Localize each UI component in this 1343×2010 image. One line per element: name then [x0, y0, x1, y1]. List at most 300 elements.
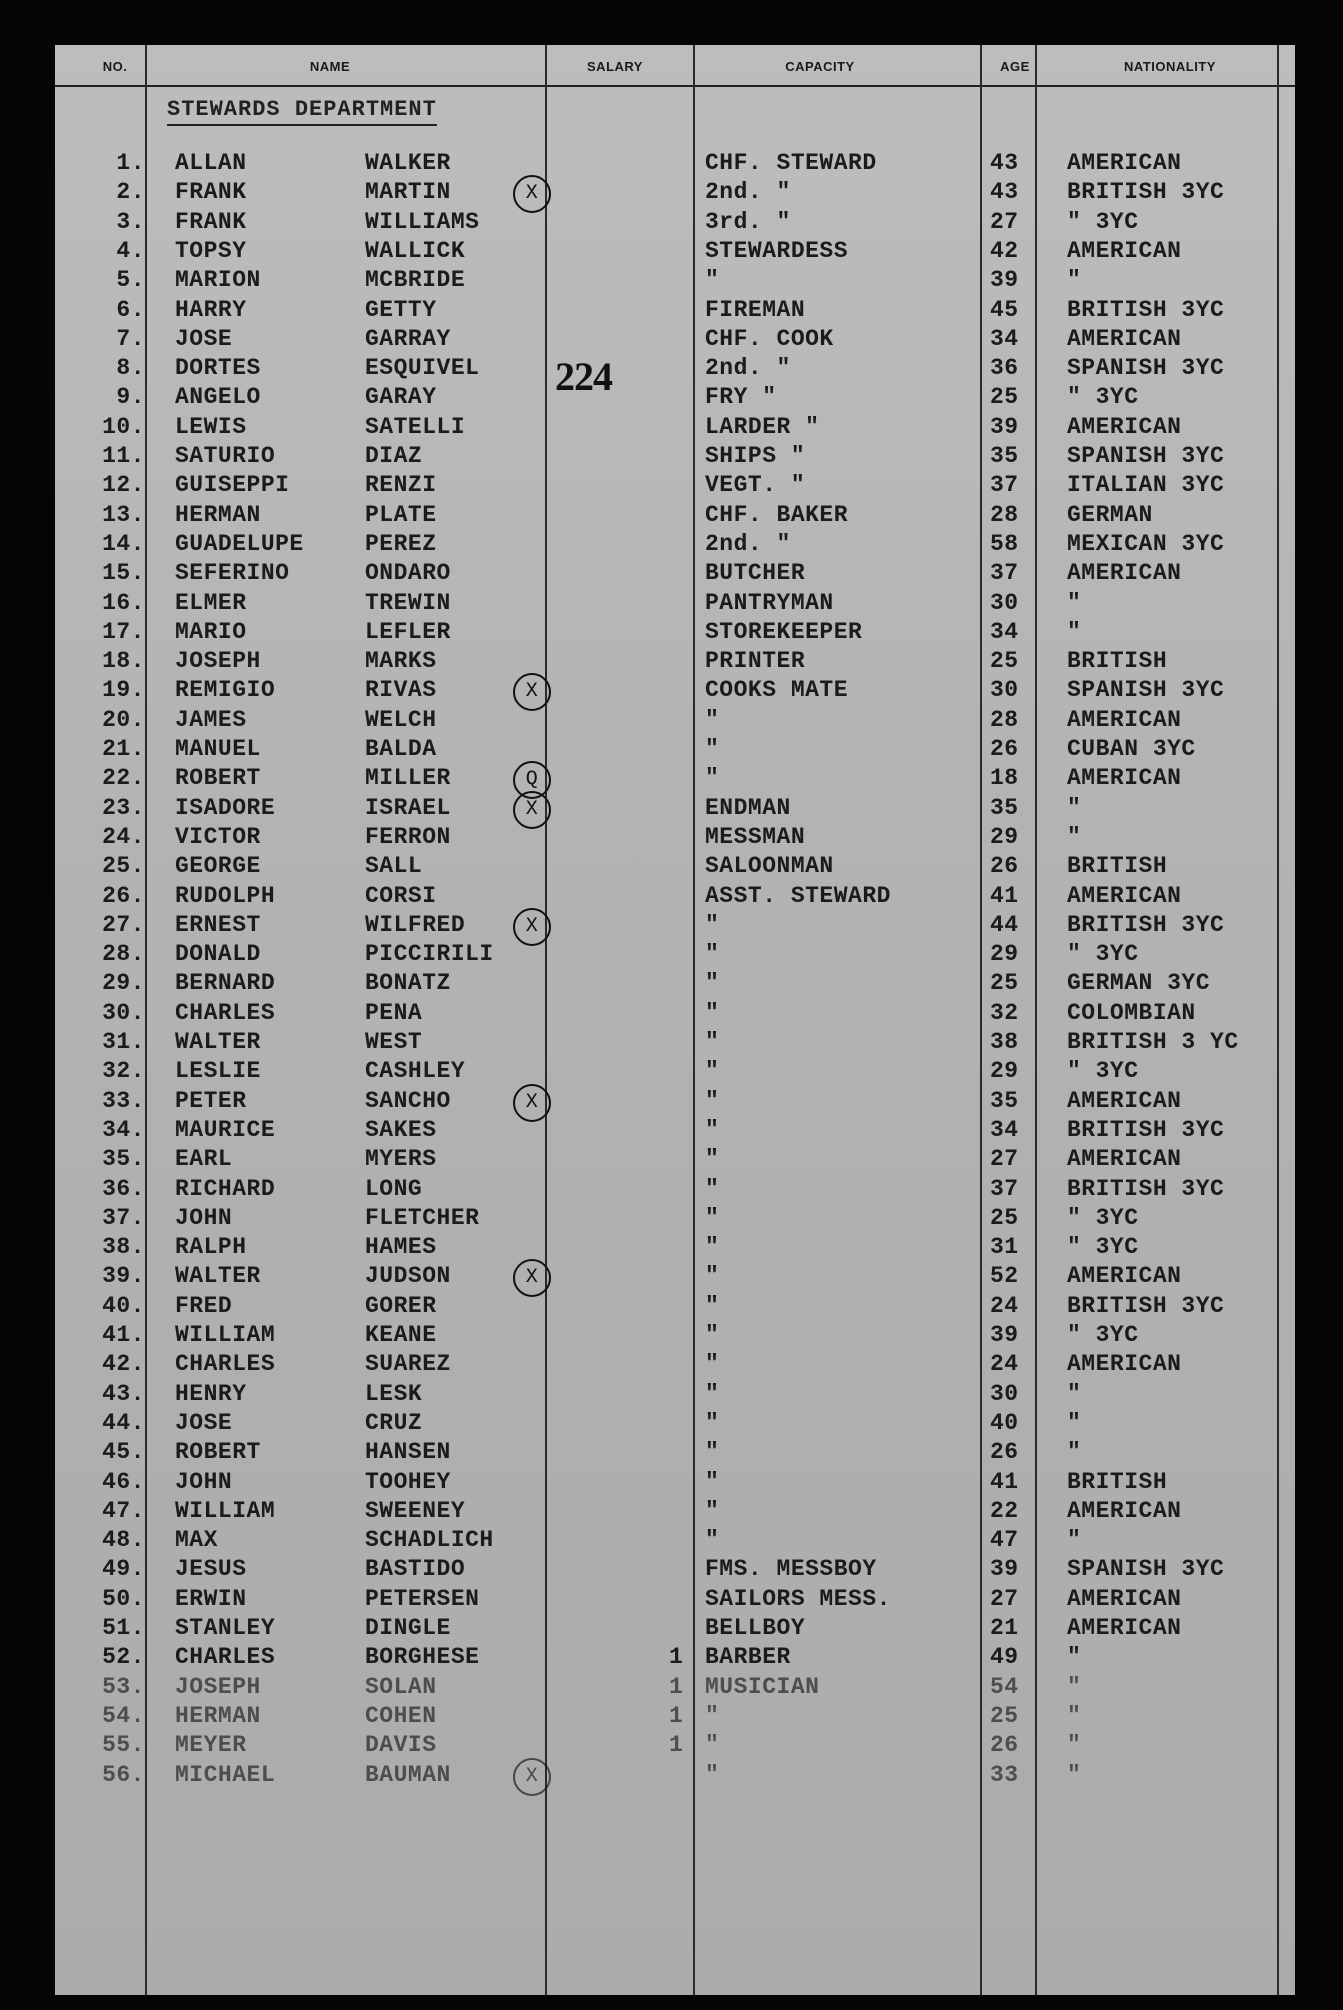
capacity-cell: BUTCHER: [705, 560, 806, 587]
first-name: ERWIN: [175, 1585, 247, 1612]
table-row: [55, 443, 1295, 472]
row-number: 7.: [116, 325, 145, 352]
age-cell: 52: [990, 1263, 1019, 1290]
column-header-row: [55, 45, 1295, 87]
row-number: 41.: [102, 1322, 145, 1348]
table-row: [55, 531, 1295, 560]
first-name: JOHN: [175, 1204, 233, 1231]
first-name: FRED: [175, 1292, 233, 1319]
table-row: [55, 707, 1295, 736]
last-name: SATELLI: [365, 413, 466, 440]
capacity-cell: ": [705, 911, 720, 938]
table-row: [55, 1000, 1295, 1029]
row-number: 50.: [102, 1585, 145, 1612]
last-name: GETTY: [365, 296, 437, 323]
table-row: [55, 472, 1295, 501]
last-name: RIVAS: [365, 677, 437, 704]
capacity-cell: ": [705, 267, 720, 294]
capacity-cell: ": [705, 1702, 720, 1729]
nationality-cell: BRITISH 3YC: [1067, 1175, 1225, 1202]
nationality-cell: " 3YC: [1067, 1322, 1139, 1348]
last-name: TREWIN: [365, 589, 451, 616]
nationality-cell: ": [1067, 1644, 1082, 1671]
last-name: SWEENEY: [365, 1497, 466, 1524]
age-cell: 39: [990, 267, 1019, 294]
row-number: 17.: [102, 618, 145, 645]
nationality-cell: SPANISH 3YC: [1067, 443, 1225, 469]
last-name: HANSEN: [365, 1439, 451, 1466]
row-number: 30.: [102, 999, 145, 1026]
last-name: WALKER: [365, 150, 451, 176]
table-row: [55, 677, 1295, 706]
first-name: JOSE: [175, 1409, 233, 1436]
capacity-cell: ": [705, 706, 720, 733]
table-row: [55, 883, 1295, 912]
row-number: 10.: [102, 413, 145, 440]
last-name: MILLER: [365, 765, 451, 792]
nationality-cell: ": [1067, 267, 1082, 294]
capacity-cell: ": [705, 999, 720, 1026]
first-name: CHARLES: [175, 1351, 276, 1378]
capacity-cell: ": [705, 1497, 720, 1524]
nationality-cell: BRITISH 3 YC: [1067, 1029, 1239, 1055]
last-name: RENZI: [365, 472, 437, 499]
nationality-cell: BRITISH: [1067, 1468, 1168, 1495]
table-row: [55, 941, 1295, 970]
row-number: 43.: [102, 1380, 145, 1407]
table-row: [55, 795, 1295, 824]
age-cell: 29: [990, 941, 1019, 968]
age-cell: 32: [990, 999, 1019, 1026]
last-name: MARTIN: [365, 179, 451, 206]
nationality-cell: AMERICAN: [1067, 765, 1182, 792]
table-row: [55, 355, 1295, 384]
nationality-cell: ITALIAN 3YC: [1067, 472, 1225, 499]
table-row: [55, 150, 1295, 179]
row-number: 37.: [102, 1204, 145, 1231]
first-name: HARRY: [175, 296, 247, 323]
last-name: CORSI: [365, 882, 437, 909]
salary-cell: 1: [669, 1702, 684, 1729]
last-name: SANCHO: [365, 1087, 451, 1114]
table-row: [55, 1058, 1295, 1087]
first-name: ISADORE: [175, 794, 276, 821]
row-number: 42.: [102, 1351, 145, 1378]
table-row: [55, 1029, 1295, 1058]
capacity-cell: ENDMAN: [705, 794, 791, 821]
age-cell: 40: [990, 1409, 1019, 1436]
last-name: DINGLE: [365, 1615, 451, 1641]
row-number: 12.: [102, 472, 145, 499]
table-row: [55, 1146, 1295, 1175]
row-number: 51.: [102, 1615, 145, 1641]
age-cell: 22: [990, 1497, 1019, 1524]
row-number: 53.: [102, 1673, 145, 1700]
row-number: 32.: [102, 1058, 145, 1085]
table-row: [55, 619, 1295, 648]
first-name: ANGELO: [175, 384, 261, 411]
age-cell: 39: [990, 413, 1019, 440]
first-name: JOSE: [175, 325, 233, 352]
row-number: 52.: [102, 1644, 145, 1671]
capacity-cell: FMS. MESSBOY: [705, 1556, 877, 1583]
table-row: [55, 648, 1295, 677]
capacity-cell: 2nd. ": [705, 179, 791, 206]
table-row: [55, 297, 1295, 326]
row-number: 9.: [116, 384, 145, 411]
age-cell: 25: [990, 384, 1019, 411]
table-row: [55, 1703, 1295, 1732]
capacity-cell: SALOONMAN: [705, 853, 834, 880]
first-name: DORTES: [175, 355, 261, 382]
capacity-cell: CHF. BAKER: [705, 501, 849, 528]
age-cell: 31: [990, 1234, 1019, 1261]
first-name: MANUEL: [175, 736, 261, 762]
circled-mark: X: [513, 1259, 551, 1297]
first-name: GUADELUPE: [175, 530, 304, 557]
circled-mark: X: [513, 673, 551, 711]
nationality-cell: AMERICAN: [1067, 1351, 1182, 1378]
last-name: MCBRIDE: [365, 267, 466, 294]
first-name: MAURICE: [175, 1116, 276, 1143]
nationality-cell: BRITISH 3YC: [1067, 1116, 1225, 1143]
row-number: 6.: [116, 296, 145, 323]
first-name: RALPH: [175, 1234, 247, 1261]
circled-mark: X: [513, 791, 551, 829]
age-cell: 26: [990, 1439, 1019, 1466]
last-name: SUAREZ: [365, 1351, 451, 1378]
nationality-cell: BRITISH 3YC: [1067, 911, 1225, 938]
table-row: [55, 1176, 1295, 1205]
salary-cell: 1: [669, 1732, 684, 1759]
age-cell: 25: [990, 648, 1019, 675]
capacity-cell: STEWARDESS: [705, 237, 849, 264]
nationality-cell: AMERICAN: [1067, 1087, 1182, 1114]
row-number: 49.: [102, 1556, 145, 1583]
capacity-cell: ASST. STEWARD: [705, 882, 891, 909]
nationality-cell: AMERICAN: [1067, 882, 1182, 909]
first-name: JESUS: [175, 1556, 247, 1583]
table-row: [55, 590, 1295, 619]
age-cell: 39: [990, 1322, 1019, 1348]
capacity-cell: ": [705, 1234, 720, 1261]
capacity-cell: ": [705, 1116, 720, 1143]
header-nationality: NATIONALITY: [1124, 59, 1216, 74]
table-row: [55, 1293, 1295, 1322]
capacity-cell: ": [705, 1175, 720, 1202]
stamp-number: 224: [555, 354, 612, 399]
nationality-cell: AMERICAN: [1067, 1263, 1182, 1290]
nationality-cell: AMERICAN: [1067, 1497, 1182, 1524]
row-number: 55.: [102, 1732, 145, 1759]
capacity-cell: LARDER ": [705, 413, 820, 440]
capacity-cell: ": [705, 1087, 720, 1114]
first-name: REMIGIO: [175, 677, 276, 704]
age-cell: 24: [990, 1351, 1019, 1378]
row-number: 24.: [102, 823, 145, 850]
capacity-cell: ": [705, 736, 720, 762]
table-row: [55, 853, 1295, 882]
row-number: 21.: [102, 736, 145, 762]
nationality-cell: ": [1067, 1732, 1082, 1759]
header-no: NO.: [102, 59, 128, 74]
circled-mark: X: [513, 908, 551, 946]
nationality-cell: " 3YC: [1067, 1204, 1139, 1231]
table-row: [55, 1117, 1295, 1146]
first-name: JOHN: [175, 1468, 233, 1495]
row-number: 16.: [102, 589, 145, 616]
row-number: 27.: [102, 911, 145, 938]
nationality-cell: BRITISH 3YC: [1067, 296, 1225, 323]
last-name: KEANE: [365, 1322, 437, 1348]
nationality-cell: " 3YC: [1067, 208, 1139, 235]
last-name: JUDSON: [365, 1263, 451, 1290]
row-number: 15.: [102, 560, 145, 587]
first-name: ELMER: [175, 589, 247, 616]
manifest-sheet: [55, 45, 1295, 1995]
age-cell: 45: [990, 296, 1019, 323]
nationality-cell: ": [1067, 1409, 1082, 1436]
last-name: WALLICK: [365, 237, 466, 264]
nationality-cell: COLOMBIAN: [1067, 999, 1196, 1026]
row-number: 23.: [102, 794, 145, 821]
row-number: 4.: [116, 237, 145, 264]
row-number: 56.: [102, 1761, 145, 1788]
last-name: MARKS: [365, 648, 437, 675]
age-cell: 38: [990, 1029, 1019, 1055]
first-name: JOSEPH: [175, 648, 261, 675]
age-cell: 30: [990, 589, 1019, 616]
capacity-cell: ": [705, 1146, 720, 1173]
nationality-cell: BRITISH 3YC: [1067, 1292, 1225, 1319]
last-name: LONG: [365, 1175, 423, 1202]
age-cell: 43: [990, 179, 1019, 206]
age-cell: 41: [990, 882, 1019, 909]
capacity-cell: ": [705, 1439, 720, 1466]
first-name: JAMES: [175, 706, 247, 733]
salary-cell: 1: [669, 1673, 684, 1700]
age-cell: 29: [990, 1058, 1019, 1085]
table-row: [55, 502, 1295, 531]
capacity-cell: STOREKEEPER: [705, 618, 863, 645]
age-cell: 25: [990, 970, 1019, 997]
first-name: SATURIO: [175, 443, 276, 469]
row-number: 18.: [102, 648, 145, 675]
nationality-cell: ": [1067, 823, 1082, 850]
table-row: [55, 1498, 1295, 1527]
capacity-cell: FRY ": [705, 384, 777, 411]
row-number: 39.: [102, 1263, 145, 1290]
nationality-cell: " 3YC: [1067, 1234, 1139, 1261]
first-name: WALTER: [175, 1263, 261, 1290]
first-name: DONALD: [175, 941, 261, 968]
table-row: [55, 209, 1295, 238]
capacity-cell: BARBER: [705, 1644, 791, 1671]
last-name: DIAZ: [365, 443, 423, 469]
age-cell: 18: [990, 765, 1019, 792]
nationality-cell: ": [1067, 1761, 1082, 1788]
nationality-cell: AMERICAN: [1067, 150, 1182, 176]
age-cell: 25: [990, 1204, 1019, 1231]
last-name: BALDA: [365, 736, 437, 762]
nationality-cell: ": [1067, 794, 1082, 821]
table-row: [55, 736, 1295, 765]
age-cell: 29: [990, 823, 1019, 850]
nationality-cell: MEXICAN 3YC: [1067, 530, 1225, 557]
first-name: MEYER: [175, 1732, 247, 1759]
capacity-cell: ": [705, 1380, 720, 1407]
table-row: [55, 1615, 1295, 1644]
last-name: SOLAN: [365, 1673, 437, 1700]
capacity-cell: ": [705, 1527, 720, 1554]
table-row: [55, 1586, 1295, 1615]
nationality-cell: AMERICAN: [1067, 413, 1182, 440]
first-name: LEWIS: [175, 413, 247, 440]
nationality-cell: ": [1067, 589, 1082, 616]
circled-mark: X: [513, 175, 551, 213]
capacity-cell: CHF. COOK: [705, 325, 834, 352]
table-row: [55, 326, 1295, 355]
last-name: COHEN: [365, 1702, 437, 1729]
nationality-cell: BRITISH: [1067, 648, 1168, 675]
row-number: 38.: [102, 1234, 145, 1261]
first-name: ROBERT: [175, 765, 261, 792]
row-number: 31.: [102, 1029, 145, 1055]
header-salary: SALARY: [587, 59, 643, 74]
table-row: [55, 238, 1295, 267]
last-name: PICCIRILI: [365, 941, 494, 968]
last-name: LEFLER: [365, 618, 451, 645]
department-heading: STEWARDS DEPARTMENT: [167, 97, 437, 126]
row-number: 25.: [102, 853, 145, 880]
age-cell: 41: [990, 1468, 1019, 1495]
last-name: BORGHESE: [365, 1644, 480, 1671]
row-number: 19.: [102, 677, 145, 704]
last-name: PENA: [365, 999, 423, 1026]
first-name: HENRY: [175, 1380, 247, 1407]
table-row: [55, 1762, 1295, 1791]
table-row: [55, 384, 1295, 413]
table-row: [55, 970, 1295, 999]
age-cell: 37: [990, 1175, 1019, 1202]
table-row: [55, 1556, 1295, 1585]
age-cell: 39: [990, 1556, 1019, 1583]
first-name: MARIO: [175, 618, 247, 645]
table-row: [55, 1732, 1295, 1761]
first-name: ERNEST: [175, 911, 261, 938]
table-row: [55, 912, 1295, 941]
nationality-cell: AMERICAN: [1067, 560, 1182, 587]
row-number: 14.: [102, 530, 145, 557]
table-row: [55, 1381, 1295, 1410]
capacity-cell: BELLBOY: [705, 1615, 806, 1641]
last-name: WILFRED: [365, 911, 466, 938]
table-row: [55, 1674, 1295, 1703]
last-name: HAMES: [365, 1234, 437, 1261]
first-name: VICTOR: [175, 823, 261, 850]
last-name: WILLIAMS: [365, 208, 480, 235]
last-name: CASHLEY: [365, 1058, 466, 1085]
nationality-cell: ": [1067, 1673, 1082, 1700]
table-row: [55, 560, 1295, 589]
last-name: ONDARO: [365, 560, 451, 587]
age-cell: 26: [990, 736, 1019, 762]
capacity-cell: ": [705, 765, 720, 792]
capacity-cell: VEGT. ": [705, 472, 806, 499]
nationality-cell: ": [1067, 1527, 1082, 1554]
last-name: GARRAY: [365, 325, 451, 352]
age-cell: 26: [990, 853, 1019, 880]
first-name: RICHARD: [175, 1175, 276, 1202]
row-number: 46.: [102, 1468, 145, 1495]
table-row: [55, 824, 1295, 853]
capacity-cell: ": [705, 1732, 720, 1759]
last-name: DAVIS: [365, 1732, 437, 1759]
age-cell: 25: [990, 1702, 1019, 1729]
row-number: 44.: [102, 1409, 145, 1436]
nationality-cell: ": [1067, 618, 1082, 645]
table-row: [55, 414, 1295, 443]
first-name: EARL: [175, 1146, 233, 1173]
nationality-cell: AMERICAN: [1067, 1615, 1182, 1641]
capacity-cell: COOKS MATE: [705, 677, 849, 704]
nationality-cell: AMERICAN: [1067, 706, 1182, 733]
last-name: WELCH: [365, 706, 437, 733]
first-name: FRANK: [175, 208, 247, 235]
row-number: 22.: [102, 765, 145, 792]
age-cell: 34: [990, 1116, 1019, 1143]
age-cell: 27: [990, 208, 1019, 235]
nationality-cell: " 3YC: [1067, 941, 1139, 968]
first-name: FRANK: [175, 179, 247, 206]
age-cell: 26: [990, 1732, 1019, 1759]
nationality-cell: AMERICAN: [1067, 1585, 1182, 1612]
row-number: 33.: [102, 1087, 145, 1114]
capacity-cell: ": [705, 1468, 720, 1495]
first-name: MARION: [175, 267, 261, 294]
capacity-cell: SHIPS ": [705, 443, 806, 469]
last-name: SALL: [365, 853, 423, 880]
table-row: [55, 1527, 1295, 1556]
table-row: [55, 179, 1295, 208]
table-row: [55, 1410, 1295, 1439]
row-number: 13.: [102, 501, 145, 528]
capacity-cell: ": [705, 941, 720, 968]
first-name: PETER: [175, 1087, 247, 1114]
age-cell: 58: [990, 530, 1019, 557]
age-cell: 28: [990, 706, 1019, 733]
age-cell: 24: [990, 1292, 1019, 1319]
first-name: BERNARD: [175, 970, 276, 997]
circled-mark: Q: [513, 761, 551, 799]
first-name: GEORGE: [175, 853, 261, 880]
first-name: CHARLES: [175, 999, 276, 1026]
age-cell: 35: [990, 1087, 1019, 1114]
capacity-cell: ": [705, 1058, 720, 1085]
age-cell: 27: [990, 1146, 1019, 1173]
table-row: [55, 1322, 1295, 1351]
nationality-cell: " 3YC: [1067, 384, 1139, 411]
row-number: 3.: [116, 208, 145, 235]
age-cell: 42: [990, 237, 1019, 264]
row-number: 54.: [102, 1702, 145, 1729]
row-number: 5.: [116, 267, 145, 294]
last-name: PEREZ: [365, 530, 437, 557]
nationality-cell: BRITISH: [1067, 853, 1168, 880]
last-name: BASTIDO: [365, 1556, 466, 1583]
last-name: SAKES: [365, 1116, 437, 1143]
row-number: 2.: [116, 179, 145, 206]
